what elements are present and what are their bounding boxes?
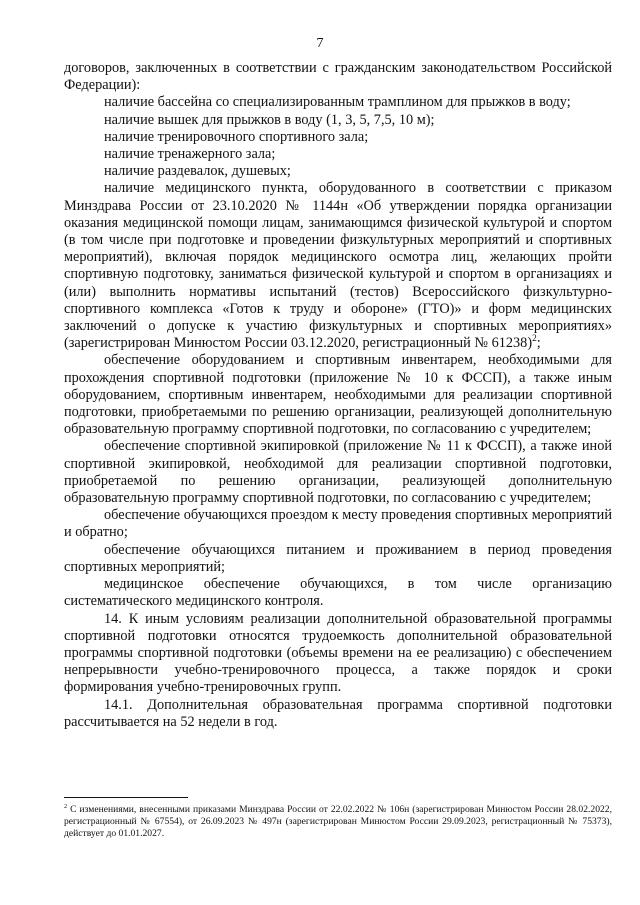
paragraph: медицинское обеспечение обучающихся, в том числе организацию систематического медицинского контроля. bbox=[64, 576, 612, 610]
page-number: 7 bbox=[316, 36, 324, 51]
footnote-mark: 2 bbox=[64, 802, 68, 810]
paragraph: наличие тренировочного спортивного зала; bbox=[104, 128, 369, 145]
paragraph-with-footnote bbox=[64, 180, 612, 352]
paragraph: обеспечение спортивной экипировкой (приложение № 11 к ФССП), а также иной спортивной экипировкой, необходимой для реализации спортивной подготовки, приобретаемой по решению организации, реализующей дополнительную образовательную программу спортивной подготовки, по согласованию с учредителем; bbox=[64, 438, 612, 507]
paragraph-text: наличие медицинского пункта, оборудованного в соответствии с приказом Минздрава России от 23.10.2020 № 1144н «Об утверждении порядка организации оказания медицинской помощи лицам, занимающимся физической культурой и спортом (в том числе при подготовке и проведении физкультурных мероприятий и спортивных мероприятий), включая порядок медицинского осмотра лиц, желающих пройти спортивную подготовку, заниматься физической культурой и спортом в организациях и (или) выполнить нормативы испытаний (тестов) Всероссийского физкультурно-спортивного комплекса «Готов к труду и обороне» (ГТО)» и форм медицинских заключений о допуске к участию физкультурных и спортивных мероприятиях» (зарегистрирован Минюстом России 03.12.2020, регистрационный № 61238) bbox=[64, 180, 612, 352]
paragraph: договоров, заключенных в соответствии с гражданским законодательством Российской Федерации): bbox=[64, 60, 612, 94]
footnote bbox=[64, 804, 612, 840]
paragraph: 14. К иным условиям реализации дополнительной образовательной программы спортивной подготовки относятся трудоемкость дополнительной образовательной программы спортивной подготовки (объемы времени на ее реализацию) с обеспечением непрерывности учебно-тренировочного процесса, а также порядок и сроки формирования учебно-тренировочных групп. bbox=[64, 610, 612, 696]
footnote-reference: 2 bbox=[532, 334, 537, 345]
footnote-divider bbox=[64, 797, 188, 798]
paragraph: обеспечение обучающихся питанием и проживанием в период проведения спортивных мероприятий; bbox=[64, 541, 612, 575]
footnote-text: С изменениями, внесенными приказами Минздрава России от 22.02.2022 № 106н (зарегистрирован Минюстом России 28.02.2022, регистрационный № 67554), от 26.09.2023 № 497н (зарегистрирован Минюстом России 29.09.2023, регистрационный № 75373), действует до 01.01.2027. bbox=[64, 804, 612, 839]
paragraph: наличие вышек для прыжков в воду (1, 3, 5, 7,5, 10 м); bbox=[104, 111, 435, 128]
paragraph: обеспечение оборудованием и спортивным инвентарем, необходимыми для прохождения спортивной подготовки (приложение № 10 к ФССП), а также иным оборудованием, спортивным инвентарем, необходимыми для реализации спортивной подготовки, приобретаемыми по решению организации, реализующей дополнительную образовательную программу спортивной подготовки, по согласованию с учредителем; bbox=[64, 352, 612, 438]
paragraph: наличие бассейна со специализированным трамплином для прыжков в воду; bbox=[104, 94, 571, 111]
paragraph-tail: ; bbox=[536, 335, 541, 352]
paragraph: наличие раздевалок, душевых; bbox=[104, 163, 291, 180]
body-text bbox=[64, 60, 612, 731]
paragraph: обеспечение обучающихся проездом к месту проведения спортивных мероприятий и обратно; bbox=[64, 507, 612, 541]
paragraph: 14.1. Дополнительная образовательная программа спортивной подготовки рассчитывается на 52 недели в год. bbox=[64, 696, 612, 730]
paragraph: наличие тренажерного зала; bbox=[104, 146, 276, 163]
